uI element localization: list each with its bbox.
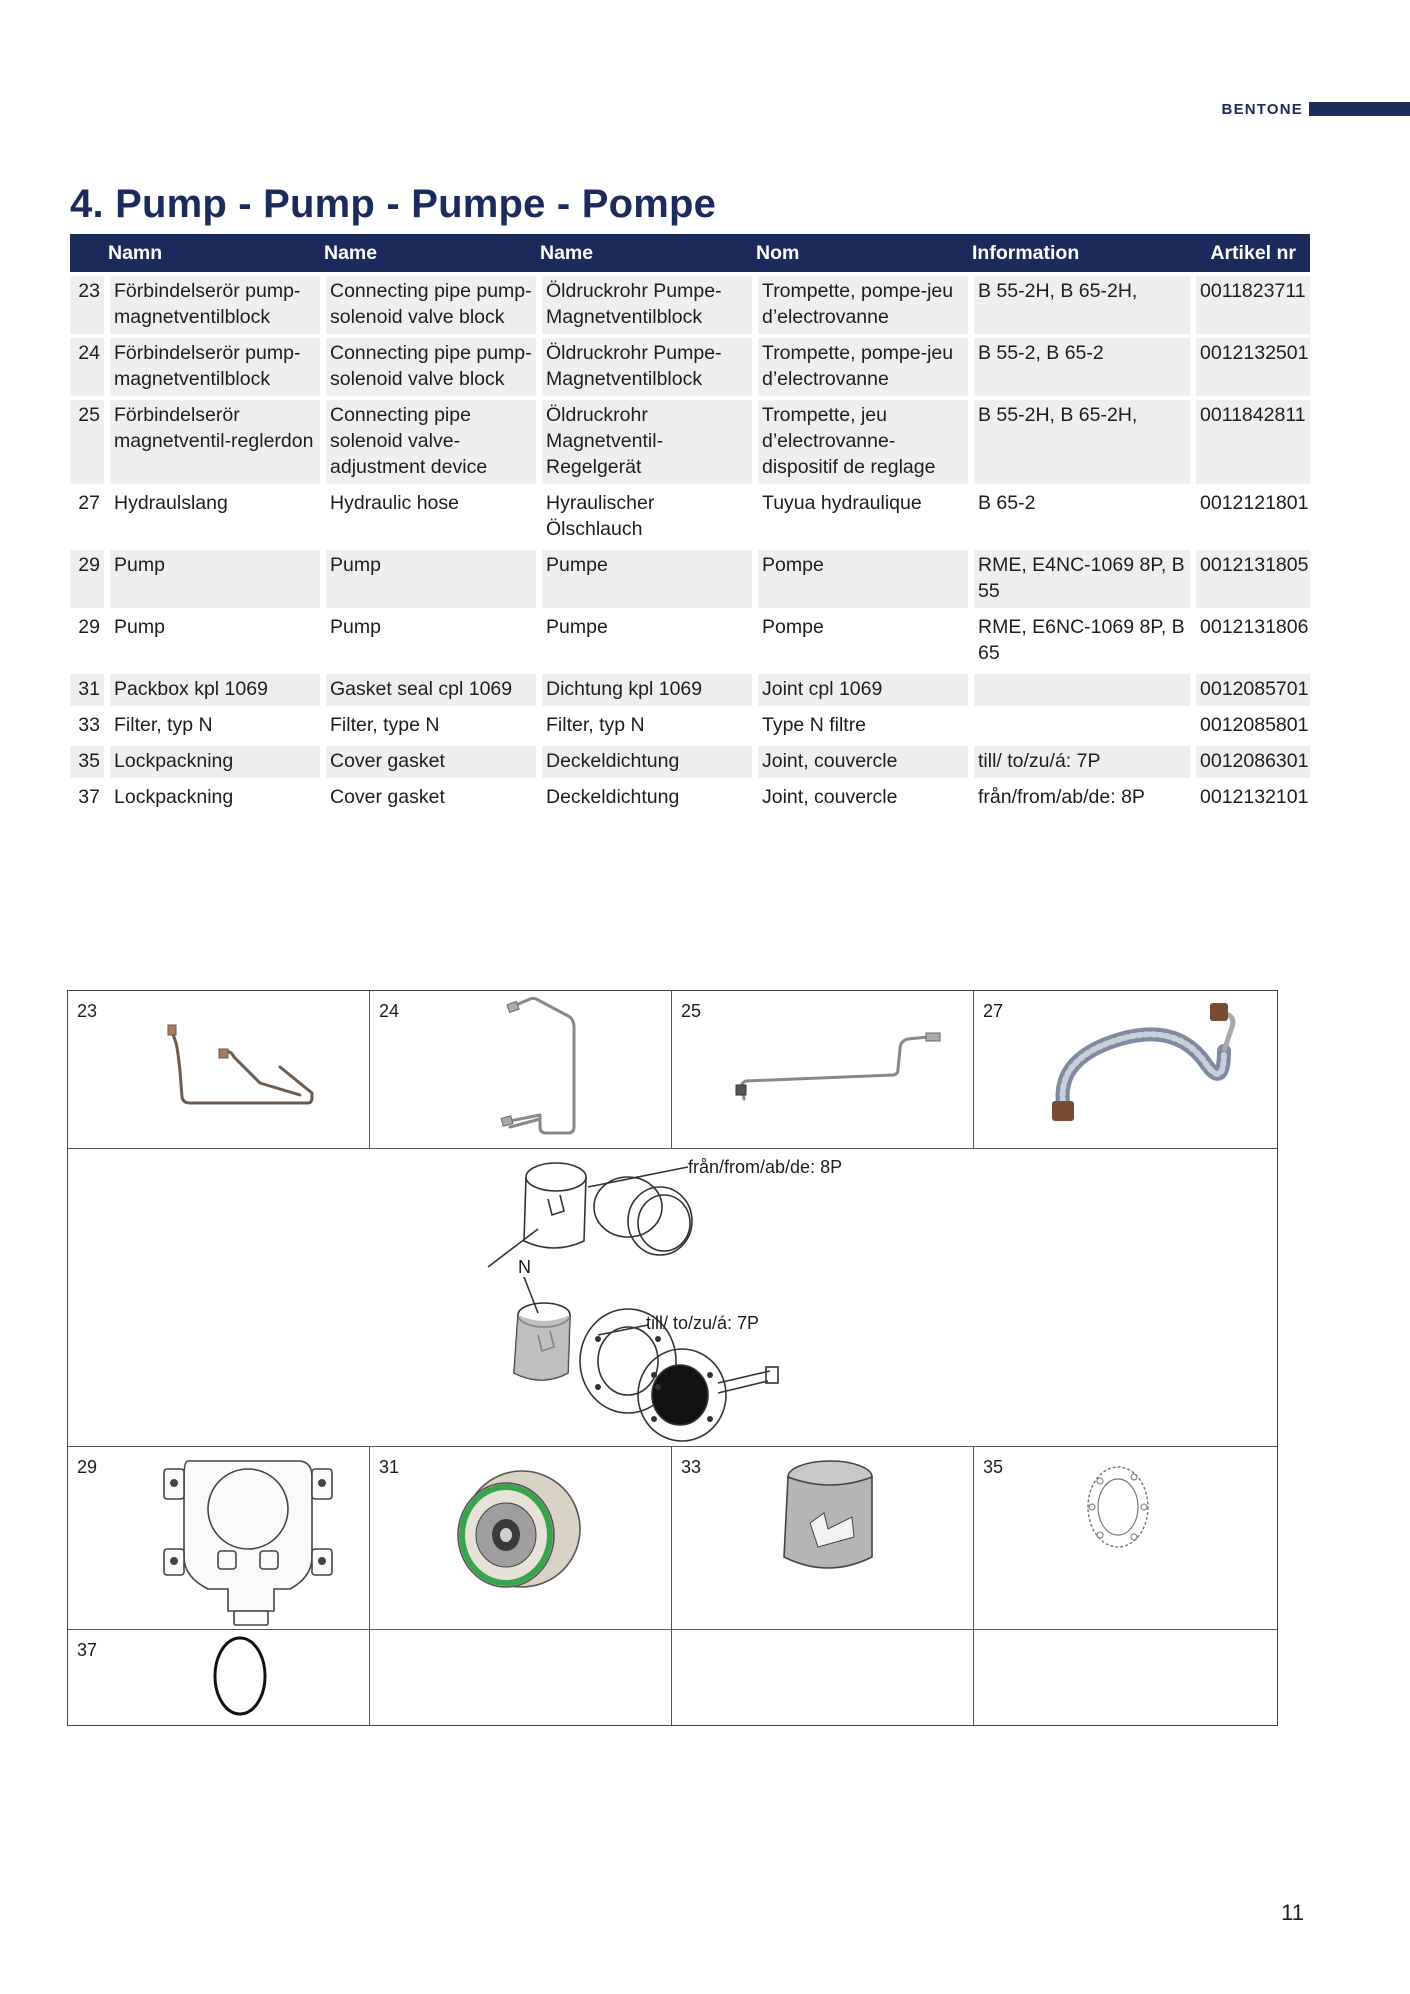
cell-name-de: Öldruckrohr Pumpe-Magnetventilblock — [536, 338, 752, 396]
cell-pos: 37 — [78, 786, 100, 808]
figure-label: 33 — [681, 1457, 702, 1477]
header-nom: Nom — [752, 234, 968, 272]
cell-pos: 35 — [70, 746, 104, 778]
cell-name-de: Hyraulischer Ölschlauch — [536, 488, 752, 546]
figure-cell-23 — [68, 991, 370, 1149]
table-row — [70, 338, 1310, 396]
table-row — [70, 612, 1310, 670]
label-8p: från/from/ab/de: 8P — [688, 1157, 843, 1177]
filter-assembly-drawing — [68, 1149, 1277, 1447]
cell-name-en: Filter, type N — [320, 710, 536, 742]
header-name-de: Name — [536, 234, 752, 272]
brand-header — [1222, 101, 1410, 117]
cell-artikel-nr: 0012086301 — [1190, 746, 1310, 778]
cell-information: B 65-2 — [968, 488, 1190, 546]
gasket-seal-drawing — [370, 1447, 672, 1630]
cell-name-en: Cover gasket — [320, 782, 536, 814]
cell-information: B 55-2, B 65-2 — [968, 338, 1190, 396]
cell-name-en: Connecting pipe pump-solenoid valve block — [320, 276, 536, 334]
parts-table — [70, 230, 1310, 818]
cell-information: B 55-2H, B 65-2H, — [968, 276, 1190, 334]
cell-namn: Förbindelserör pump-magnetventilblock — [104, 276, 320, 334]
cell-namn: Lockpackning — [104, 746, 320, 778]
header-name-en: Name — [320, 234, 536, 272]
cell-artikel-nr: 0012085701 — [1190, 674, 1310, 706]
cover-gasket-7p-drawing — [974, 1447, 1277, 1630]
hydraulic-hose-drawing — [974, 991, 1277, 1149]
cell-nom: Trompette, pompe-jeu d’electrovanne — [752, 276, 968, 334]
cell-nom: Tuyua hydraulique — [752, 488, 968, 546]
cell-artikel-nr: 0012132101 — [1190, 782, 1310, 814]
cell-artikel-nr: 0012132501 — [1190, 338, 1310, 396]
figure-label: 37 — [77, 1640, 98, 1660]
cell-pos: 31 — [70, 674, 104, 706]
label-n: N — [518, 1257, 531, 1277]
figure-cell-31 — [370, 1447, 672, 1630]
connecting-pipe-24-drawing — [370, 991, 672, 1149]
parts-figure-grid — [67, 990, 1278, 1726]
connecting-pipe-25-drawing — [672, 991, 974, 1149]
cell-nom: Type N filtre — [752, 710, 968, 742]
cell-name-en: Pump — [320, 612, 536, 670]
filter-drawing — [672, 1447, 974, 1630]
figure-cell-24 — [370, 991, 672, 1149]
table-row — [70, 488, 1310, 546]
figure-cell-27 — [974, 991, 1277, 1149]
table-row — [70, 276, 1310, 334]
figure-label: 23 — [77, 1001, 98, 1021]
cell-pos: 25 — [70, 400, 104, 484]
cell-information: till/ to/zu/á: 7P — [968, 746, 1190, 778]
cell-nom: Joint, couvercle — [752, 746, 968, 778]
table-row — [70, 400, 1310, 484]
label-7p: till/ to/zu/á: 7P — [646, 1313, 760, 1333]
cell-name-de: Öldruckrohr Magnetventil-Regelgerät — [536, 400, 752, 484]
figure-cell-empty-1 — [370, 1630, 672, 1725]
cell-pos: 27 — [78, 492, 100, 514]
cell-nom: Trompette, jeu d’electrovanne-dispositif de reglage — [752, 400, 968, 484]
cell-name-de: Pumpe — [536, 612, 752, 670]
cell-nom: Joint, couvercle — [752, 782, 968, 814]
figure-cell-37 — [68, 1630, 370, 1725]
cell-nom: Joint cpl 1069 — [752, 674, 968, 706]
cell-information: B 55-2H, B 65-2H, — [968, 400, 1190, 484]
cell-information: från/from/ab/de: 8P — [968, 782, 1190, 814]
cell-namn: Hydraulslang — [104, 488, 320, 546]
cell-pos: 33 — [78, 714, 100, 736]
filter-exploded-view — [68, 1149, 1277, 1447]
cell-name-en: Hydraulic hose — [320, 488, 536, 546]
o-ring-drawing — [68, 1630, 370, 1725]
figure-cell-35 — [974, 1447, 1277, 1630]
cell-namn: Förbindelserör magnetventil-reglerdon — [104, 400, 320, 484]
cell-information — [968, 674, 1190, 706]
table-row — [70, 746, 1310, 778]
cell-pos: 24 — [70, 338, 104, 396]
pump-drawing — [68, 1447, 370, 1630]
cell-name-de: Dichtung kpl 1069 — [536, 674, 752, 706]
cell-name-de: Pumpe — [536, 550, 752, 608]
cell-name-de: Öldruckrohr Pumpe-Magnetventilblock — [536, 276, 752, 334]
header-artikel-nr: Artikel nr — [1190, 234, 1310, 272]
figure-label: 25 — [681, 1001, 702, 1021]
figure-label: 27 — [983, 1001, 1004, 1021]
cell-nom: Pompe — [752, 550, 968, 608]
table-row — [70, 674, 1310, 706]
cell-namn: Pump — [104, 612, 320, 670]
cell-namn: Lockpackning — [104, 782, 320, 814]
figure-cell-empty-2 — [672, 1630, 974, 1725]
brand-name: BENTONE — [1221, 100, 1303, 118]
header-namn: Namn — [104, 234, 320, 272]
cell-artikel-nr: 0011842811 — [1190, 400, 1310, 484]
cell-namn: Packbox kpl 1069 — [104, 674, 320, 706]
page-number: 11 — [1281, 1900, 1304, 1925]
cell-pos: 29 — [78, 616, 100, 638]
cell-name-en: Cover gasket — [320, 746, 536, 778]
cell-name-de: Deckeldichtung — [536, 746, 752, 778]
cell-artikel-nr: 0011823711 — [1190, 276, 1310, 334]
figure-label: 24 — [379, 1001, 400, 1021]
brand-bar — [1309, 102, 1410, 116]
table-row — [70, 550, 1310, 608]
cell-artikel-nr: 0012121801 — [1190, 488, 1310, 546]
cell-information: RME, E6NC-1069 8P, B 65 — [968, 612, 1190, 670]
table-row — [70, 710, 1310, 742]
cell-name-en: Pump — [320, 550, 536, 608]
cell-namn: Förbindelserör pump-magnetventilblock — [104, 338, 320, 396]
cell-artikel-nr: 0012131806 — [1190, 612, 1310, 670]
figure-cell-33 — [672, 1447, 974, 1630]
cell-information — [968, 710, 1190, 742]
figure-cell-empty-3 — [974, 1630, 1277, 1725]
header-pos — [70, 234, 104, 272]
figure-cell-25 — [672, 991, 974, 1149]
figure-label: 29 — [77, 1457, 98, 1477]
cell-pos: 29 — [70, 550, 104, 608]
cell-artikel-nr: 0012131805 — [1190, 550, 1310, 608]
figure-cell-29 — [68, 1447, 370, 1630]
cell-pos: 23 — [70, 276, 104, 334]
cell-nom: Pompe — [752, 612, 968, 670]
cell-information: RME, E4NC-1069 8P, B 55 — [968, 550, 1190, 608]
cell-artikel-nr: 0012085801 — [1190, 710, 1310, 742]
table-row — [70, 782, 1310, 814]
cell-namn: Filter, typ N — [104, 710, 320, 742]
cell-name-en: Connecting pipe pump-solenoid valve block — [320, 338, 536, 396]
cell-name-de: Filter, typ N — [536, 710, 752, 742]
figure-label: 35 — [983, 1457, 1004, 1477]
cell-namn: Pump — [104, 550, 320, 608]
cell-nom: Trompette, pompe-jeu d’electrovanne — [752, 338, 968, 396]
cell-name-en: Connecting pipe solenoid valve-adjustment device — [320, 400, 536, 484]
header-information: Information — [968, 234, 1190, 272]
page-title: 4. Pump - Pump - Pumpe - Pompe — [70, 182, 717, 226]
figure-label: 31 — [379, 1457, 400, 1477]
cell-name-de: Deckeldichtung — [536, 782, 752, 814]
connecting-pipe-23-drawing — [68, 991, 370, 1149]
cell-name-en: Gasket seal cpl 1069 — [320, 674, 536, 706]
table-header-row — [70, 234, 1310, 272]
